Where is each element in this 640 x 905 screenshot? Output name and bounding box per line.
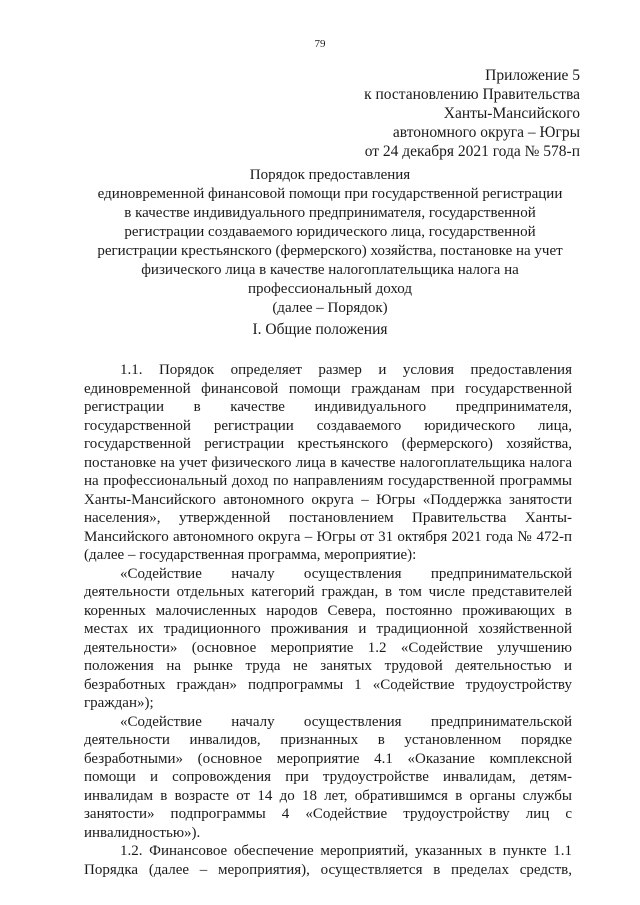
body-line: 1.1. Порядок определяет размер и условия предоставления [120, 362, 572, 378]
body-line: регистрации в качестве индивидуального предпринимателя, [84, 399, 572, 415]
body-line: Ханты-Мансийского автономного округа – Югры «Поддержка занятости [84, 491, 572, 508]
body-line: Порядка (далее – мероприятия), осуществляется в пределах средств, [84, 861, 572, 878]
title-line: профессиональный доход [247, 281, 413, 297]
body-line: местах их традиционного проживания и традиционной хозяйственной [84, 621, 572, 637]
appendix-line: к постановлению Правительства [364, 86, 580, 103]
title-line: Порядок предоставления [249, 167, 411, 183]
document-title [60, 166, 600, 318]
body-line: деятельности отдельных категорий граждан, в том числе представителей [84, 584, 572, 600]
body-line: безработными» (основное мероприятие 4.1 «Оказание комплексной [84, 750, 572, 767]
body-line: (далее – государственная программа, мероприятие): [84, 547, 417, 563]
body-line: 1.2. Финансовое обеспечение мероприятий, указанных в пункте 1.1 [120, 843, 572, 859]
body-line: положения на рынке труда не занятых трудовой деятельностью и [84, 658, 572, 674]
body-line: «Содействие началу осуществления предпринимательской [120, 565, 572, 582]
body-line: инвалидностью»). [84, 824, 201, 841]
appendix-line: Ханты-Мансийского [443, 105, 580, 122]
body-line: инвалидам в возрасте от 14 до 18 лет, обратившимся в органы службы [84, 787, 572, 804]
body-line: постановке на учет физического лица в качестве налогоплательщика налога [84, 454, 572, 471]
body-line: занятости» подпрограммы 4 «Содействие трудоустройству лиц с [84, 806, 572, 822]
title-line: физического лица в качестве налогоплательщика налога на [141, 262, 519, 278]
appendix-block [364, 66, 580, 161]
title-line: в качестве индивидуального предпринимателя, государственной [124, 205, 536, 221]
page-number: 79 [314, 38, 326, 50]
title-line: регистрации крестьянского (фермерского) хозяйства, постановке на учет [97, 243, 563, 259]
appendix-line: Приложение 5 [485, 67, 580, 84]
section-heading: I. Общие положения [252, 321, 388, 338]
title-line: единовременной финансовой помощи при государственной регистрации [97, 186, 563, 202]
body-line: «Содействие началу осуществления предпринимательской [120, 713, 572, 730]
body-line: безработных граждан» подпрограммы 1 «Содействие трудоустройству [84, 676, 572, 693]
body-line: единовременной финансовой помощи гражданам при государственной [84, 380, 572, 397]
body-line: граждан»); [84, 695, 154, 711]
body-line: государственной регистрации крестьянского (фермерского) хозяйства, [84, 436, 572, 452]
appendix-line: автономного округа – Югры [392, 124, 580, 141]
title-line: регистрации создаваемого юридического лица, государственной [124, 224, 536, 240]
body-line: на профессиональный доход по направлениям государственной программы [84, 473, 572, 489]
body-line: населения», утвержденной постановлением Правительства Ханты- [84, 510, 572, 526]
body-line: деятельности» (основное мероприятие 1.2 «Содействие улучшению [84, 639, 572, 656]
title-line: (далее – Порядок) [272, 300, 388, 316]
body-text [84, 361, 572, 879]
body-line: деятельности инвалидов, признанных в установленном порядке [84, 732, 572, 748]
body-line: помощи и сопровождения при трудоустройстве инвалидам, детям- [84, 769, 572, 785]
appendix-line: от 24 декабря 2021 года № 578-п [364, 143, 580, 160]
body-line: коренных малочисленных народов Севера, постоянно проживающих в [84, 602, 572, 619]
body-line: государственной регистрации создаваемого юридического лица, [84, 417, 572, 434]
body-line: Мансийского автономного округа – Югры от 31 октября 2021 года № 472-п [84, 528, 572, 545]
